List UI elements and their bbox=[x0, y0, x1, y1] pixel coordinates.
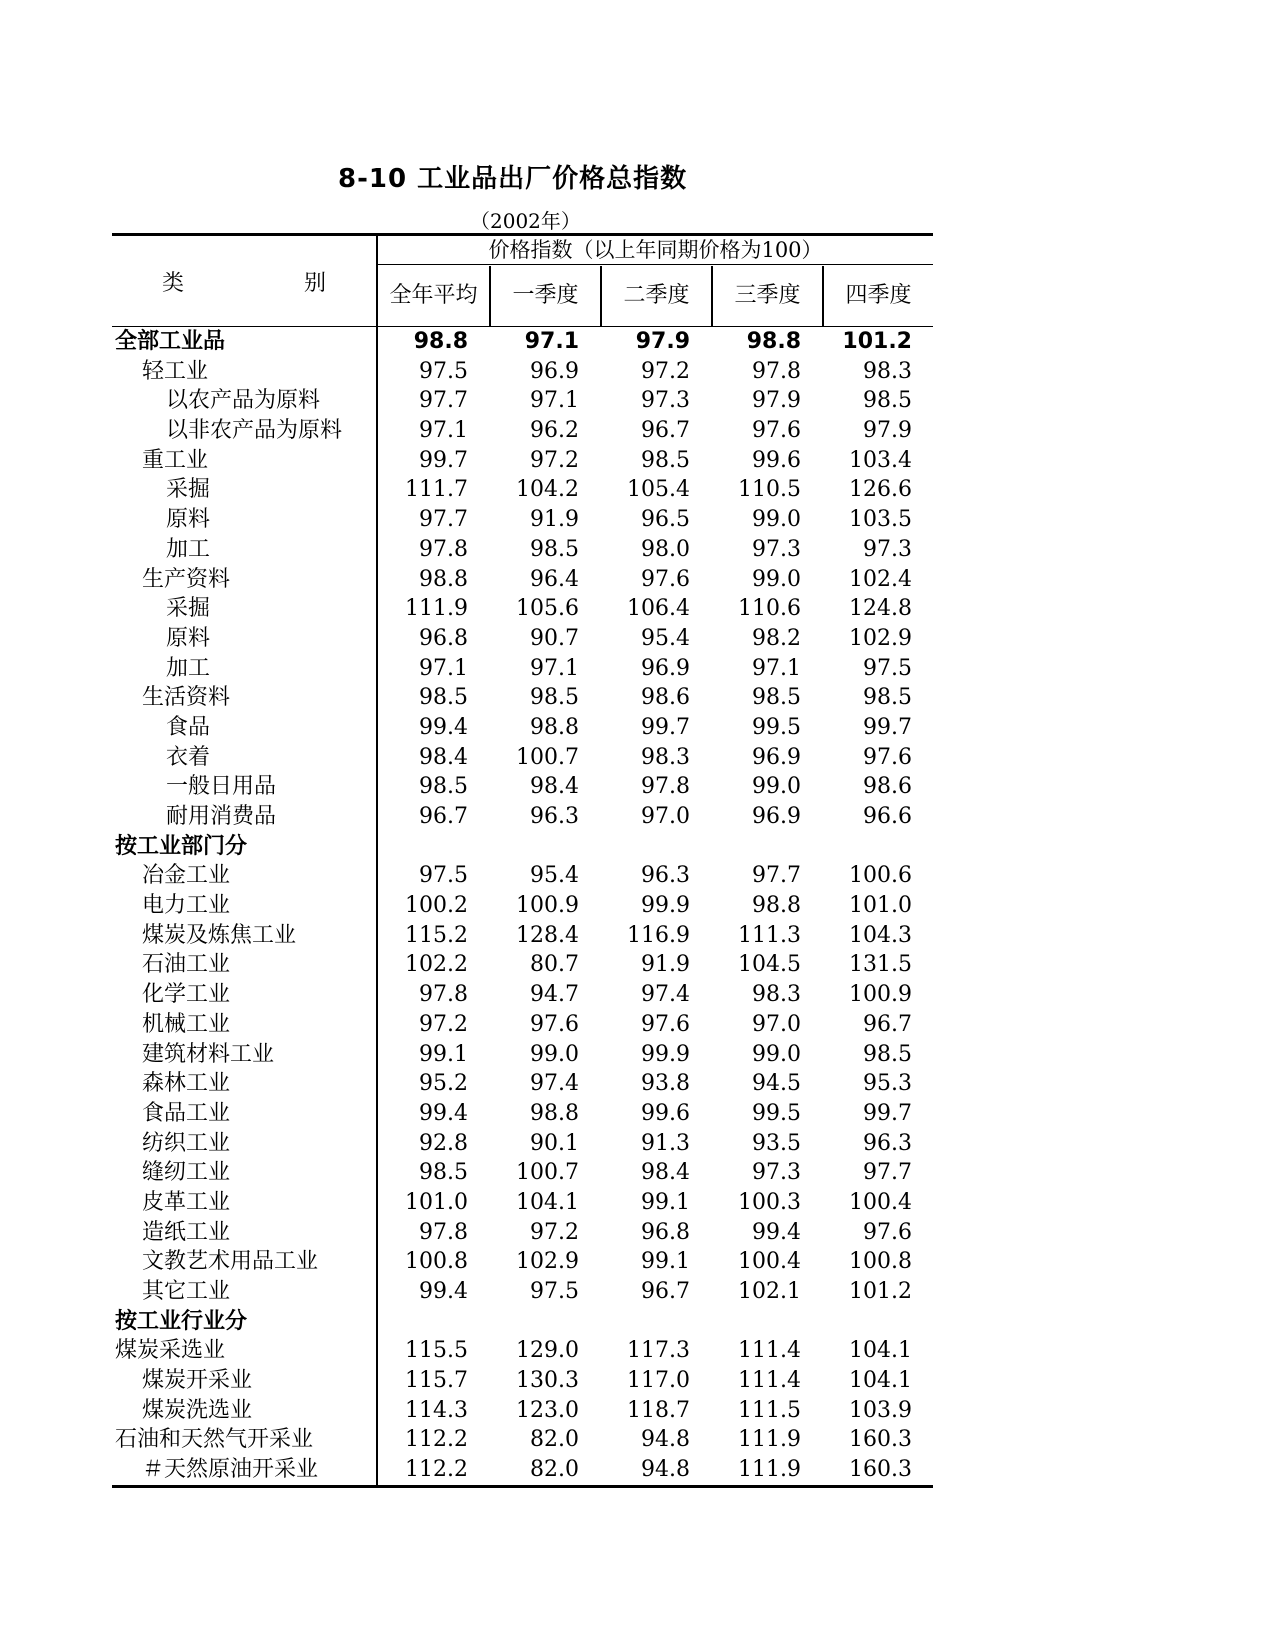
value-cell: 97.8 bbox=[752, 358, 801, 384]
value-cell: 97.8 bbox=[641, 774, 690, 800]
value-cell: 97.1 bbox=[752, 655, 801, 681]
value-cell: 98.5 bbox=[419, 1160, 468, 1186]
value-cell: 98.5 bbox=[419, 774, 468, 800]
value-cell: 97.8 bbox=[419, 982, 468, 1008]
table-row bbox=[112, 861, 933, 891]
value-cell: 100.7 bbox=[516, 1160, 579, 1186]
table-row bbox=[112, 327, 933, 357]
value-cell: 99.7 bbox=[419, 447, 468, 473]
value-cell: 93.8 bbox=[641, 1071, 690, 1097]
row-label: 石油工业 bbox=[142, 952, 231, 978]
value-cell: 99.0 bbox=[752, 566, 801, 592]
value-cell: 100.9 bbox=[849, 982, 912, 1008]
value-cell: 98.3 bbox=[863, 358, 912, 384]
value-cell: 97.2 bbox=[530, 1219, 579, 1245]
category-header-char: 别 bbox=[304, 271, 327, 296]
category-header-char: 类 bbox=[161, 271, 184, 296]
value-cell: 100.6 bbox=[849, 863, 912, 889]
value-cell: 97.7 bbox=[863, 1160, 912, 1186]
value-cell: 97.0 bbox=[641, 804, 690, 829]
row-label: 文教艺术用品工业 bbox=[142, 1249, 319, 1275]
value-cell: 96.7 bbox=[641, 418, 690, 444]
value-cell: 97.1 bbox=[530, 388, 579, 414]
column-header-annual: 全年平均 bbox=[389, 283, 478, 308]
value-cell: 112.2 bbox=[405, 1427, 468, 1453]
row-label: 采掘 bbox=[166, 596, 211, 622]
table-row bbox=[112, 1158, 933, 1188]
table-row bbox=[112, 416, 933, 446]
value-cell: 97.1 bbox=[530, 655, 579, 681]
value-cell: 100.2 bbox=[405, 893, 468, 919]
value-cell: 101.0 bbox=[405, 1189, 468, 1215]
value-cell: 99.5 bbox=[752, 1100, 801, 1126]
value-cell: 96.3 bbox=[641, 863, 690, 889]
value-cell: 97.2 bbox=[530, 447, 579, 473]
table-row bbox=[112, 1307, 933, 1337]
value-cell: 94.8 bbox=[641, 1457, 690, 1483]
value-cell: 97.3 bbox=[752, 1160, 801, 1186]
value-cell: 99.7 bbox=[863, 1100, 912, 1126]
value-cell: 99.1 bbox=[419, 1041, 468, 1067]
table-row bbox=[112, 386, 933, 416]
value-cell: 96.5 bbox=[641, 507, 690, 533]
value-cell: 99.0 bbox=[752, 507, 801, 533]
value-cell: 117.0 bbox=[627, 1368, 690, 1394]
table-row bbox=[112, 921, 933, 951]
value-cell: 123.0 bbox=[516, 1397, 579, 1423]
value-cell: 97.5 bbox=[863, 655, 912, 681]
page-subtitle: （2002年） bbox=[470, 209, 581, 233]
value-cell: 97.5 bbox=[419, 863, 468, 889]
value-cell: 111.7 bbox=[405, 477, 468, 503]
value-cell: 111.3 bbox=[738, 922, 801, 948]
row-label: 加工 bbox=[166, 655, 211, 681]
value-cell: 100.7 bbox=[516, 744, 579, 770]
value-cell: 96.8 bbox=[419, 625, 468, 651]
value-cell: 82.0 bbox=[530, 1427, 579, 1453]
value-cell: 96.7 bbox=[863, 1011, 912, 1037]
row-label: 煤炭开采业 bbox=[142, 1368, 253, 1394]
value-cell: 98.3 bbox=[641, 744, 690, 770]
value-cell: 91.3 bbox=[641, 1130, 690, 1156]
row-label: 按工业行业分 bbox=[115, 1308, 248, 1334]
value-cell: 97.9 bbox=[863, 418, 912, 444]
table-row bbox=[112, 1336, 933, 1366]
value-cell: 98.5 bbox=[530, 536, 579, 562]
value-cell: 116.9 bbox=[627, 922, 690, 948]
value-cell: 160.3 bbox=[849, 1427, 912, 1453]
value-cell: 94.8 bbox=[641, 1427, 690, 1453]
value-cell: 97.7 bbox=[419, 507, 468, 533]
table-row bbox=[112, 565, 933, 595]
value-cell: 97.1 bbox=[524, 329, 579, 354]
value-cell: 96.4 bbox=[530, 566, 579, 592]
row-label: 原料 bbox=[166, 507, 211, 533]
row-label: 食品工业 bbox=[142, 1100, 231, 1126]
value-cell: 97.1 bbox=[419, 655, 468, 681]
value-cell: 98.4 bbox=[419, 744, 468, 770]
value-cell: 100.8 bbox=[849, 1249, 912, 1275]
value-cell: 98.5 bbox=[419, 685, 468, 711]
value-cell: 82.0 bbox=[530, 1457, 579, 1483]
value-cell: 95.3 bbox=[863, 1071, 912, 1097]
table-row bbox=[112, 980, 933, 1010]
value-cell: 104.3 bbox=[849, 922, 912, 948]
value-cell: 90.7 bbox=[530, 625, 579, 651]
value-cell: 126.6 bbox=[849, 477, 912, 503]
row-label: 生产资料 bbox=[142, 566, 231, 592]
row-label: 皮革工业 bbox=[142, 1189, 231, 1215]
table-row bbox=[112, 1425, 933, 1455]
value-cell: 101.2 bbox=[842, 329, 912, 354]
value-cell: 96.7 bbox=[641, 1279, 690, 1304]
value-cell: 99.4 bbox=[419, 714, 468, 740]
value-cell: 104.1 bbox=[849, 1368, 912, 1394]
value-cell: 97.5 bbox=[530, 1279, 579, 1304]
table-row bbox=[112, 713, 933, 743]
row-label: 建筑材料工业 bbox=[142, 1041, 275, 1067]
value-cell: 124.8 bbox=[849, 596, 912, 622]
value-cell: 96.2 bbox=[530, 418, 579, 444]
table-row bbox=[112, 950, 933, 980]
value-cell: 97.6 bbox=[641, 566, 690, 592]
row-label: 煤炭及炼焦工业 bbox=[142, 922, 297, 948]
value-cell: 95.2 bbox=[419, 1071, 468, 1097]
row-label: 衣着 bbox=[166, 744, 211, 770]
value-cell: 97.6 bbox=[863, 744, 912, 770]
value-cell: 99.1 bbox=[641, 1249, 690, 1275]
table-row bbox=[112, 535, 933, 565]
value-cell: 98.5 bbox=[863, 1041, 912, 1067]
value-cell: 99.6 bbox=[752, 447, 801, 473]
value-cell: 96.6 bbox=[863, 804, 912, 829]
value-cell: 103.5 bbox=[849, 507, 912, 533]
value-cell: 97.6 bbox=[863, 1219, 912, 1245]
value-cell: 98.5 bbox=[641, 447, 690, 473]
value-cell: 100.9 bbox=[516, 893, 579, 919]
value-cell: 118.7 bbox=[627, 1397, 690, 1423]
value-cell: 128.4 bbox=[516, 922, 579, 948]
value-cell: 97.9 bbox=[635, 329, 690, 354]
value-cell: 111.4 bbox=[738, 1368, 801, 1394]
value-cell: 100.3 bbox=[738, 1189, 801, 1215]
row-label: ＃天然原油开采业 bbox=[142, 1457, 319, 1483]
value-cell: 98.2 bbox=[752, 625, 801, 651]
value-cell: 111.5 bbox=[738, 1397, 801, 1423]
value-cell: 99.6 bbox=[641, 1100, 690, 1126]
table-row bbox=[112, 1218, 933, 1248]
table-row bbox=[112, 1069, 933, 1099]
value-cell: 98.6 bbox=[863, 774, 912, 800]
value-cell: 98.5 bbox=[863, 685, 912, 711]
value-cell: 97.3 bbox=[863, 536, 912, 562]
row-label: 按工业部门分 bbox=[115, 833, 248, 859]
value-cell: 98.6 bbox=[641, 685, 690, 711]
value-cell: 98.8 bbox=[752, 893, 801, 919]
value-cell: 92.8 bbox=[419, 1130, 468, 1156]
row-label: 机械工业 bbox=[142, 1011, 231, 1037]
row-label: 煤炭洗选业 bbox=[142, 1397, 253, 1423]
value-cell: 115.5 bbox=[405, 1338, 468, 1364]
value-cell: 94.5 bbox=[752, 1071, 801, 1097]
value-cell: 96.8 bbox=[641, 1219, 690, 1245]
value-cell: 97.7 bbox=[419, 388, 468, 414]
row-label: 原料 bbox=[166, 625, 211, 651]
value-cell: 98.8 bbox=[530, 714, 579, 740]
table-row bbox=[112, 1040, 933, 1070]
table-row bbox=[112, 743, 933, 773]
value-cell: 98.8 bbox=[413, 329, 468, 354]
value-cell: 98.0 bbox=[641, 536, 690, 562]
table-row bbox=[112, 1247, 933, 1277]
value-cell: 97.7 bbox=[752, 863, 801, 889]
value-cell: 94.7 bbox=[530, 982, 579, 1008]
value-cell: 129.0 bbox=[516, 1338, 579, 1364]
row-label: 以农产品为原料 bbox=[166, 388, 321, 414]
value-cell: 96.9 bbox=[752, 744, 801, 770]
value-cell: 104.1 bbox=[516, 1189, 579, 1215]
row-label: 冶金工业 bbox=[142, 863, 231, 889]
value-cell: 115.7 bbox=[405, 1368, 468, 1394]
value-cell: 97.6 bbox=[641, 1011, 690, 1037]
page-title: 8-10 工业品出厂价格总指数 bbox=[338, 164, 688, 194]
value-cell: 104.5 bbox=[738, 952, 801, 978]
value-cell: 99.4 bbox=[752, 1219, 801, 1245]
value-cell: 98.8 bbox=[419, 566, 468, 592]
table-row bbox=[112, 1366, 933, 1396]
value-cell: 99.1 bbox=[641, 1189, 690, 1215]
value-cell: 96.3 bbox=[863, 1130, 912, 1156]
value-cell: 104.1 bbox=[849, 1338, 912, 1364]
row-label: 生活资料 bbox=[142, 685, 231, 711]
column-header-q4: 四季度 bbox=[845, 283, 912, 308]
value-cell: 102.9 bbox=[516, 1249, 579, 1275]
value-cell: 98.3 bbox=[752, 982, 801, 1008]
value-cell: 99.0 bbox=[752, 1041, 801, 1067]
column-header-q2: 二季度 bbox=[623, 283, 690, 308]
value-cell: 93.5 bbox=[752, 1130, 801, 1156]
value-cell: 96.9 bbox=[641, 655, 690, 681]
value-cell: 97.2 bbox=[419, 1011, 468, 1037]
value-cell: 99.0 bbox=[530, 1041, 579, 1067]
value-cell: 91.9 bbox=[641, 952, 690, 978]
value-cell: 103.9 bbox=[849, 1397, 912, 1423]
table-row bbox=[112, 594, 933, 624]
value-cell: 98.4 bbox=[641, 1160, 690, 1186]
table-row bbox=[112, 624, 933, 654]
table-row bbox=[112, 772, 933, 802]
value-cell: 131.5 bbox=[849, 952, 912, 978]
row-label: 化学工业 bbox=[142, 982, 231, 1008]
value-cell: 95.4 bbox=[530, 863, 579, 889]
value-cell: 99.0 bbox=[752, 774, 801, 800]
group-header: 价格指数（以上年同期价格为100） bbox=[378, 236, 933, 265]
value-cell: 110.6 bbox=[738, 596, 801, 622]
value-cell: 96.7 bbox=[419, 804, 468, 829]
value-cell: 96.9 bbox=[752, 804, 801, 829]
table-row bbox=[112, 505, 933, 535]
value-cell: 100.4 bbox=[738, 1249, 801, 1275]
table-row bbox=[112, 891, 933, 921]
row-label: 重工业 bbox=[142, 447, 209, 473]
table-row bbox=[112, 1188, 933, 1218]
value-cell: 99.5 bbox=[752, 714, 801, 740]
row-label: 电力工业 bbox=[142, 893, 231, 919]
value-cell: 111.4 bbox=[738, 1338, 801, 1364]
value-cell: 95.4 bbox=[641, 625, 690, 651]
value-cell: 97.5 bbox=[419, 358, 468, 384]
value-cell: 80.7 bbox=[530, 952, 579, 978]
value-cell: 103.4 bbox=[849, 447, 912, 473]
value-cell: 106.4 bbox=[627, 596, 690, 622]
value-cell: 97.3 bbox=[752, 536, 801, 562]
table-row bbox=[112, 1099, 933, 1129]
value-cell: 97.8 bbox=[419, 536, 468, 562]
value-cell: 97.0 bbox=[752, 1011, 801, 1037]
value-cell: 96.9 bbox=[530, 358, 579, 384]
row-label: 全部工业品 bbox=[115, 329, 226, 354]
row-label: 其它工业 bbox=[142, 1279, 231, 1304]
value-cell: 112.2 bbox=[405, 1457, 468, 1483]
row-label: 以非农产品为原料 bbox=[166, 418, 343, 444]
value-cell: 102.4 bbox=[849, 566, 912, 592]
category-header bbox=[112, 266, 376, 297]
row-label: 缝纫工业 bbox=[142, 1160, 231, 1186]
value-cell: 101.0 bbox=[849, 893, 912, 919]
value-cell: 97.4 bbox=[530, 1071, 579, 1097]
row-label: 食品 bbox=[166, 714, 211, 740]
table-body bbox=[112, 327, 933, 1488]
value-cell: 99.7 bbox=[641, 714, 690, 740]
value-cell: 98.5 bbox=[752, 685, 801, 711]
value-cell: 97.1 bbox=[419, 418, 468, 444]
value-cell: 105.4 bbox=[627, 477, 690, 503]
value-cell: 97.4 bbox=[641, 982, 690, 1008]
row-label: 采掘 bbox=[166, 477, 211, 503]
column-header-q1: 一季度 bbox=[512, 283, 579, 308]
table-header bbox=[112, 236, 933, 327]
value-cell: 98.8 bbox=[530, 1100, 579, 1126]
value-cell: 115.2 bbox=[405, 922, 468, 948]
row-label: 纺织工业 bbox=[142, 1130, 231, 1156]
column-header-q3: 三季度 bbox=[734, 283, 801, 308]
value-cell: 102.2 bbox=[405, 952, 468, 978]
table-row bbox=[112, 1455, 933, 1485]
value-cell: 98.5 bbox=[863, 388, 912, 414]
row-label: 煤炭采选业 bbox=[115, 1338, 226, 1364]
value-cell: 98.5 bbox=[530, 685, 579, 711]
value-cell: 99.9 bbox=[641, 1041, 690, 1067]
value-cell: 110.5 bbox=[738, 477, 801, 503]
value-cell: 99.9 bbox=[641, 893, 690, 919]
value-cell: 97.2 bbox=[641, 358, 690, 384]
table-row bbox=[112, 1010, 933, 1040]
row-label: 造纸工业 bbox=[142, 1219, 231, 1245]
value-cell: 97.6 bbox=[752, 418, 801, 444]
table-row bbox=[112, 357, 933, 387]
table-row bbox=[112, 683, 933, 713]
value-cell: 101.2 bbox=[849, 1279, 912, 1304]
table-row bbox=[112, 475, 933, 505]
value-cell: 111.9 bbox=[738, 1427, 801, 1453]
value-cell: 160.3 bbox=[849, 1457, 912, 1483]
table-row bbox=[112, 1396, 933, 1426]
table-row bbox=[112, 654, 933, 684]
value-cell: 99.4 bbox=[419, 1100, 468, 1126]
value-cell: 91.9 bbox=[530, 507, 579, 533]
value-cell: 90.1 bbox=[530, 1130, 579, 1156]
value-cell: 130.3 bbox=[516, 1368, 579, 1394]
value-cell: 99.4 bbox=[419, 1279, 468, 1304]
value-cell: 114.3 bbox=[405, 1397, 468, 1423]
value-cell: 105.6 bbox=[516, 596, 579, 622]
value-cell: 97.6 bbox=[530, 1011, 579, 1037]
row-label: 加工 bbox=[166, 536, 211, 562]
row-label: 轻工业 bbox=[142, 358, 209, 384]
row-label: 一般日用品 bbox=[166, 774, 277, 800]
table-row bbox=[112, 446, 933, 476]
value-cell: 98.8 bbox=[746, 329, 801, 354]
value-cell: 100.8 bbox=[405, 1249, 468, 1275]
value-cell: 98.4 bbox=[530, 774, 579, 800]
value-cell: 97.8 bbox=[419, 1219, 468, 1245]
row-label: 森林工业 bbox=[142, 1071, 231, 1097]
value-cell: 102.1 bbox=[738, 1279, 801, 1304]
value-cell: 96.3 bbox=[530, 804, 579, 829]
value-cell: 111.9 bbox=[405, 596, 468, 622]
value-cell: 97.9 bbox=[752, 388, 801, 414]
table-row bbox=[112, 802, 933, 832]
price-index-table bbox=[112, 233, 933, 1488]
value-cell: 99.7 bbox=[863, 714, 912, 740]
value-cell: 102.9 bbox=[849, 625, 912, 651]
row-label: 耐用消费品 bbox=[166, 804, 277, 829]
value-cell: 97.3 bbox=[641, 388, 690, 414]
value-cell: 117.3 bbox=[627, 1338, 690, 1364]
table-row bbox=[112, 1277, 933, 1307]
table-row bbox=[112, 1129, 933, 1159]
row-label: 石油和天然气开采业 bbox=[115, 1427, 314, 1453]
table-row bbox=[112, 832, 933, 862]
value-cell: 111.9 bbox=[738, 1457, 801, 1483]
value-cell: 104.2 bbox=[516, 477, 579, 503]
value-cell: 100.4 bbox=[849, 1189, 912, 1215]
